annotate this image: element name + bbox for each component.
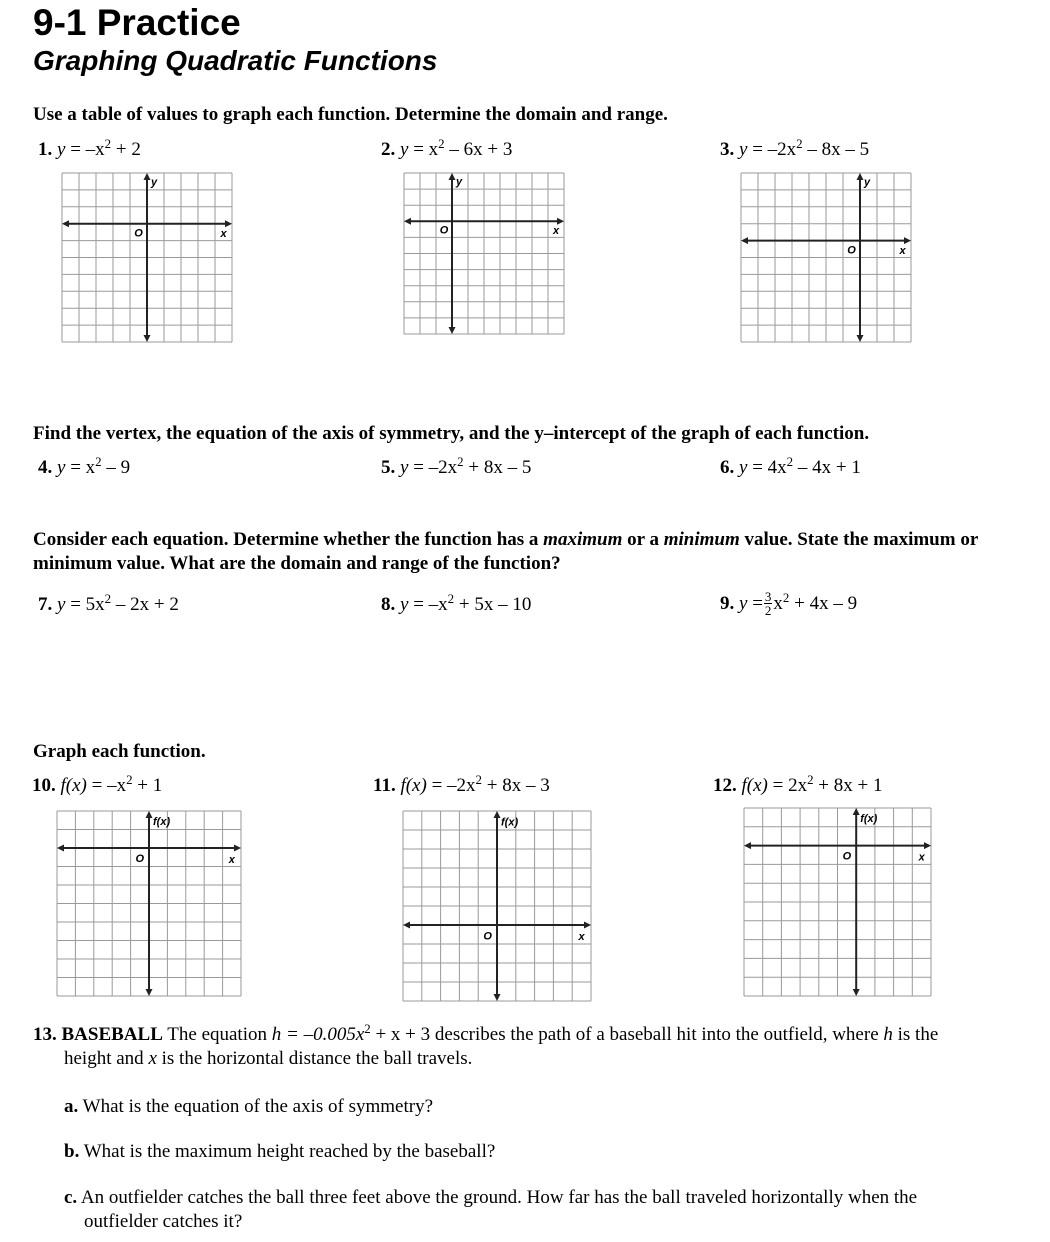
origin-label: O bbox=[134, 227, 143, 240]
x-axis-label: x bbox=[220, 228, 227, 241]
lhs: f(x) bbox=[400, 775, 427, 796]
rhs-post: – 6x + 3 bbox=[449, 139, 513, 160]
rhs-post: – 9 bbox=[106, 457, 131, 478]
problem-number: 12. bbox=[713, 775, 737, 796]
rhs-pre: = 5x bbox=[70, 594, 105, 615]
section3-instruction bbox=[33, 528, 1048, 576]
rhs-post: + 4x – 9 bbox=[794, 593, 858, 615]
exponent: 2 bbox=[95, 453, 102, 469]
y-axis-arrow-down bbox=[857, 335, 864, 342]
problem-number: 10. bbox=[32, 775, 56, 796]
grid-group bbox=[741, 173, 911, 342]
lhs: y bbox=[739, 593, 748, 615]
y-axis-arrow-up bbox=[449, 173, 456, 180]
question-text: describes the path of a baseball hit into the outfield, where bbox=[430, 1024, 884, 1045]
section4-instruction: Graph each function. bbox=[33, 741, 206, 762]
lhs: y bbox=[57, 139, 66, 160]
grid-group bbox=[62, 173, 232, 342]
instruction-maximum: maximum bbox=[543, 529, 623, 550]
y-axis-arrow-down bbox=[853, 989, 860, 996]
origin-label: O bbox=[483, 930, 492, 943]
problem-7 bbox=[38, 590, 179, 616]
x-axis-arrow-right bbox=[924, 842, 931, 849]
x-axis-label: x bbox=[552, 225, 560, 238]
question-number: 13. bbox=[33, 1024, 57, 1045]
y-axis-arrow-up bbox=[494, 811, 501, 818]
variable-x: x bbox=[148, 1048, 157, 1069]
problem-number: 3. bbox=[720, 139, 735, 160]
problem-9 bbox=[720, 590, 857, 617]
part-letter: c. bbox=[64, 1187, 78, 1208]
x-axis-arrow-left bbox=[404, 218, 411, 225]
exponent: 2 bbox=[364, 1020, 371, 1036]
exponent: 2 bbox=[807, 771, 814, 787]
page-title: 9-1 Practice bbox=[33, 2, 241, 43]
rhs-post: + 8x + 1 bbox=[818, 775, 883, 796]
rhs-post: + 2 bbox=[115, 139, 141, 160]
origin-label: O bbox=[439, 224, 449, 237]
y-axis-arrow-up bbox=[144, 173, 151, 180]
problem-number: 1. bbox=[38, 139, 53, 160]
problem-4 bbox=[38, 453, 131, 479]
question-13c-line2: outfielder catches it? bbox=[84, 1211, 243, 1232]
problem-6 bbox=[720, 453, 861, 479]
lhs: f(x) bbox=[741, 775, 768, 796]
lhs: y bbox=[739, 457, 748, 478]
grid-group bbox=[404, 173, 564, 334]
part-text: What is the equation of the axis of symmetry? bbox=[82, 1096, 434, 1117]
x-axis-arrow-left bbox=[62, 220, 69, 227]
lhs: y bbox=[400, 139, 409, 160]
rhs-pre: = –x bbox=[70, 139, 105, 160]
y-axis-label: f(x) bbox=[860, 813, 878, 826]
question-text: The equation bbox=[162, 1024, 272, 1045]
exponent: 2 bbox=[104, 135, 112, 151]
problem-number: 4. bbox=[38, 457, 53, 478]
equation-pre: h = –0.005x bbox=[271, 1024, 365, 1045]
fraction bbox=[764, 590, 773, 617]
problem-8 bbox=[381, 590, 532, 616]
exponent: 2 bbox=[782, 590, 790, 606]
instruction-minimum: minimum bbox=[663, 529, 740, 550]
x-axis-label: x bbox=[899, 245, 906, 258]
problem-5 bbox=[381, 453, 532, 479]
part-text: What is the maximum height reached by the baseball? bbox=[83, 1141, 496, 1162]
rhs-mid: x bbox=[773, 593, 783, 615]
y-axis-arrow-down bbox=[144, 335, 151, 342]
problem-11 bbox=[373, 771, 550, 797]
instruction-text: value. State the maximum or minimum value. What are the domain and range of the function? bbox=[33, 529, 978, 574]
variable-h: h bbox=[883, 1024, 893, 1045]
problem-number: 9. bbox=[720, 593, 735, 615]
exponent: 2 bbox=[438, 135, 445, 151]
rhs-post: – 2x + 2 bbox=[115, 594, 179, 615]
rhs-pre: = x bbox=[70, 457, 96, 478]
grid-group bbox=[57, 811, 241, 996]
rhs-post: + 8x – 3 bbox=[486, 775, 550, 796]
rhs-pre: = bbox=[752, 593, 763, 615]
rhs-pre: = 4x bbox=[752, 457, 787, 478]
y-axis-arrow-down bbox=[146, 989, 153, 996]
problem-number: 6. bbox=[720, 457, 735, 478]
lhs: y bbox=[400, 457, 409, 478]
origin-label: O bbox=[135, 852, 145, 865]
problem-1 bbox=[38, 135, 141, 161]
lhs: y bbox=[57, 457, 66, 478]
rhs-pre: = –x bbox=[413, 594, 448, 615]
rhs-post: + 5x – 10 bbox=[458, 594, 532, 615]
lhs: y bbox=[400, 594, 409, 615]
fraction-denominator: 2 bbox=[764, 603, 772, 618]
x-axis-label: x bbox=[918, 851, 925, 864]
lhs: y bbox=[57, 594, 66, 615]
y-axis-arrow-up bbox=[146, 811, 153, 818]
y-axis-label: y bbox=[151, 176, 158, 189]
grid-group bbox=[403, 811, 591, 1001]
rhs-pre: = x bbox=[413, 139, 439, 160]
exponent: 2 bbox=[457, 453, 464, 469]
x-axis-arrow-right bbox=[584, 922, 591, 929]
x-axis-arrow-right bbox=[225, 220, 232, 227]
problem-12 bbox=[713, 771, 883, 797]
exponent: 2 bbox=[104, 590, 112, 606]
question-text: height and bbox=[64, 1048, 149, 1069]
exponent: 2 bbox=[786, 453, 794, 469]
problem-3 bbox=[720, 135, 870, 161]
origin-label: O bbox=[847, 244, 856, 257]
fraction-numerator: 3 bbox=[764, 589, 772, 604]
rhs-pre: = –2x bbox=[752, 139, 797, 160]
y-axis-label: f(x) bbox=[153, 815, 171, 828]
equation-post: + x + 3 bbox=[370, 1024, 431, 1045]
y-axis-arrow-up bbox=[857, 173, 864, 180]
x-axis-label: x bbox=[228, 853, 235, 866]
x-axis-arrow-right bbox=[557, 218, 564, 225]
problem-number: 5. bbox=[381, 457, 396, 478]
graph-grid-11 bbox=[395, 803, 599, 1009]
x-axis-arrow-left bbox=[57, 845, 64, 852]
x-axis-arrow-left bbox=[744, 842, 751, 849]
rhs-pre: = 2x bbox=[772, 775, 808, 796]
x-axis-arrow-right bbox=[234, 845, 241, 852]
rhs-post: + 1 bbox=[137, 775, 163, 796]
problem-10 bbox=[32, 771, 163, 797]
x-axis-label: x bbox=[578, 931, 585, 944]
problem-number: 11. bbox=[373, 775, 396, 796]
rhs-post: + 8x – 5 bbox=[468, 457, 532, 478]
question-13a bbox=[64, 1095, 433, 1119]
question-text: is the horizontal distance the ball travels. bbox=[156, 1048, 473, 1069]
rhs-post: – 8x – 5 bbox=[807, 139, 870, 160]
problem-number: 8. bbox=[381, 594, 396, 615]
lhs: f(x) bbox=[60, 775, 87, 796]
question-13-line2 bbox=[64, 1047, 472, 1071]
problem-2 bbox=[381, 135, 513, 161]
lhs: y bbox=[739, 139, 748, 160]
problem-number: 7. bbox=[38, 594, 53, 615]
rhs-post: – 4x + 1 bbox=[797, 457, 861, 478]
y-axis-label: f(x) bbox=[501, 816, 519, 829]
question-13 bbox=[33, 1020, 1043, 1047]
exponent: 2 bbox=[796, 135, 803, 151]
part-letter: a. bbox=[64, 1096, 79, 1117]
question-13c bbox=[64, 1186, 1044, 1210]
graph-grid-12 bbox=[736, 800, 939, 1004]
grid-group bbox=[744, 808, 931, 996]
part-letter: b. bbox=[64, 1141, 80, 1162]
x-axis-arrow-left bbox=[403, 922, 410, 929]
y-axis-arrow-down bbox=[449, 327, 456, 334]
x-axis-arrow-right bbox=[904, 237, 911, 244]
section2-instruction: Find the vertex, the equation of the axis of symmetry, and the y–intercept of the graph of each function. bbox=[33, 423, 870, 444]
x-axis-arrow-left bbox=[741, 237, 748, 244]
graph-grid-1 bbox=[54, 165, 240, 350]
y-axis-label: y bbox=[864, 176, 871, 189]
rhs-pre: = –2x bbox=[413, 457, 458, 478]
graph-grid-2 bbox=[396, 165, 572, 342]
part-text: An outfielder catches the ball three feet above the ground. How far has the ball traveled horizontally when the bbox=[80, 1187, 918, 1208]
origin-label: O bbox=[842, 850, 852, 863]
rhs-pre: = –2x bbox=[431, 775, 476, 796]
instruction-text: Consider each equation. Determine whether the function has a bbox=[33, 529, 544, 550]
question-label: BASEBALL bbox=[61, 1024, 163, 1045]
rhs-pre: = –x bbox=[91, 775, 127, 796]
section1-instruction: Use a table of values to graph each function. Determine the domain and range. bbox=[33, 104, 668, 125]
y-axis-label: y bbox=[456, 176, 463, 189]
exponent: 2 bbox=[126, 771, 133, 787]
graph-grid-10 bbox=[49, 803, 249, 1004]
question-text: is the bbox=[892, 1024, 939, 1045]
y-axis-arrow-down bbox=[494, 994, 501, 1001]
problem-number: 2. bbox=[381, 139, 396, 160]
exponent: 2 bbox=[447, 590, 455, 606]
instruction-text: or a bbox=[622, 529, 664, 550]
exponent: 2 bbox=[475, 771, 482, 787]
page-subtitle: Graphing Quadratic Functions bbox=[33, 45, 438, 76]
y-axis-arrow-up bbox=[853, 808, 860, 815]
question-13b bbox=[64, 1140, 495, 1164]
graph-grid-3 bbox=[733, 165, 919, 350]
